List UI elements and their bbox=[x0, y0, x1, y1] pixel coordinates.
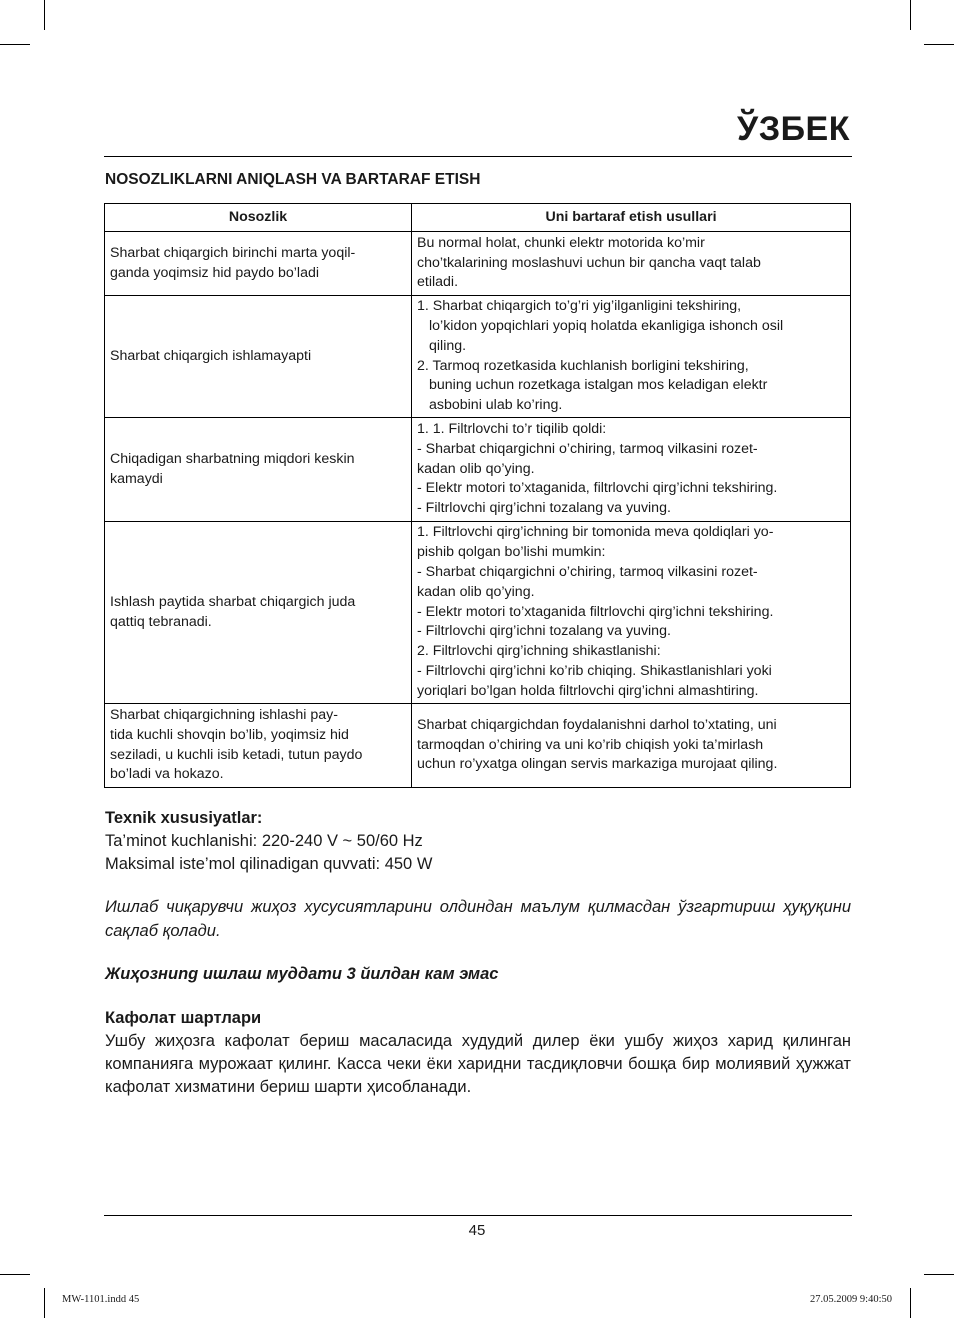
solution-line: yoriqlari bo’lgan holda filtrlovchi qirg’ichni almashtiring. bbox=[417, 682, 759, 699]
column-header-problem: Nosozlik bbox=[105, 204, 412, 232]
problem-cell bbox=[105, 232, 412, 296]
crop-mark bbox=[910, 1288, 911, 1318]
warranty-text: Ушбу жиҳозга кафолат бериш масаласида худудий дилер ёки ушбу жиҳоз харид қилинган компанияга мурожаат қилинг. Касса чеки ёки харидни тасдиқловчи бошқа бир молиявий ҳужжат кафолат хизматини бериш шарти ҳисобланади. bbox=[105, 1032, 851, 1096]
solution-line: - Filtrlovchi qirg’ichni ko’rib chiqing. Shikastlanishlari yoki bbox=[417, 662, 772, 679]
service-lifetime: Жиҳозниng ишлаш муддати 3 йилдан кам эмас bbox=[105, 965, 499, 983]
problem-line: ganda yoqimsiz hid paydo bo’ladi bbox=[110, 264, 320, 281]
solution-line: - Filtrlovchi qirg’ichni tozalang va yuving. bbox=[417, 623, 671, 640]
solution-line: - Elektr motori to’xtaganida, filtrlovchi qirg’ichni tekshiring. bbox=[417, 480, 778, 497]
specs-title: Texnik xususiyatlar: bbox=[105, 809, 263, 827]
table-row bbox=[105, 232, 851, 296]
solution-line: 1. Sharbat chiqargich to’g’ri yig’ilganligini tekshiring, bbox=[417, 298, 742, 315]
crop-mark bbox=[44, 0, 45, 30]
solution-line: buning uchun rozetkaga istalgan mos keladigan elektr bbox=[429, 377, 768, 394]
solution-line: kadan olib qo’ying. bbox=[417, 583, 535, 600]
solution-line: Sharbat chiqargichdan foydalanishni darhol to’xtating, uni bbox=[417, 716, 777, 733]
problem-cell bbox=[105, 418, 412, 522]
solution-cell bbox=[412, 232, 851, 296]
crop-mark bbox=[924, 1274, 954, 1275]
specs-voltage: Ta’minot kuchlanishi: 220-240 V ~ 50/60 Hz bbox=[105, 832, 423, 850]
solution-line: qiling. bbox=[429, 337, 467, 354]
solution-line: tarmoqdan o’chiring va uni ko’rib chiqish yoki ta’mirlash bbox=[417, 736, 764, 753]
problem-cell bbox=[105, 522, 412, 704]
warranty-title: Кафолат шартлари bbox=[105, 1009, 262, 1027]
slug-date: 27.05.2009 9:40:50 bbox=[810, 1294, 892, 1305]
problem-cell bbox=[105, 296, 412, 418]
footer-rule bbox=[104, 1215, 852, 1216]
crop-mark bbox=[44, 1288, 45, 1318]
solution-line: - Sharbat chiqargichni o’chiring, tarmoq vilkasini rozet- bbox=[417, 440, 758, 457]
problem-line: Chiqadigan sharbatning miqdori keskin bbox=[110, 450, 355, 467]
specs-power: Maksimal iste’mol qilinadigan quvvati: 450 W bbox=[105, 855, 433, 873]
problem-line: tida kuchli shovqin bo’lib, yoqimsiz hid bbox=[110, 726, 349, 743]
solution-line: uchun ro’yxatga olingan servis markaziga murojaat qiling. bbox=[417, 756, 778, 773]
solution-line: - Sharbat chiqargichni o’chiring, tarmoq vilkasini rozet- bbox=[417, 564, 758, 580]
solution-line: 1. Filtrlovchi qirg’ichning bir tomonida meva qoldiqlari yo- bbox=[417, 524, 774, 541]
solution-line: lo’kidon yopqichlari yopiq holatda ekanligiga ishonch osil bbox=[429, 317, 784, 334]
technical-specs bbox=[105, 807, 851, 876]
problem-line: seziladi, u kuchli isib ketadi, tutun paydo bbox=[110, 746, 363, 763]
solution-line: cho’tkalarining moslashuvi uchun bir qancha vaqt talab bbox=[417, 254, 761, 271]
problem-line: Sharbat chiqargichning ishlashi pay- bbox=[110, 706, 338, 723]
problem-line: bo’ladi va hokazo. bbox=[110, 766, 224, 783]
problem-cell bbox=[105, 704, 412, 788]
warranty-section bbox=[105, 1007, 851, 1099]
crop-mark bbox=[924, 44, 954, 45]
solution-line: 2. Filtrlovchi qirg’ichning shikastlanishi: bbox=[417, 643, 661, 660]
solution-line: - Elektr motori to’xtaganida filtrlovchi qirg’ichni tekshiring. bbox=[417, 603, 774, 620]
page-number: 45 bbox=[468, 1222, 486, 1239]
solution-line: 1. 1. Filtrlovchi to’r tiqilib qoldi: bbox=[417, 421, 607, 437]
language-title: ЎЗБЕК bbox=[737, 110, 850, 148]
problem-line: Sharbat chiqargich birinchi marta yoqil- bbox=[110, 244, 356, 261]
crop-mark bbox=[910, 0, 911, 30]
solution-line: kadan olib qo’ying. bbox=[417, 460, 535, 477]
solution-line: - Filtrlovchi qirg’ichni tozalang va yuving. bbox=[417, 500, 671, 517]
table-row bbox=[105, 704, 851, 788]
solution-cell bbox=[412, 522, 851, 704]
crop-mark bbox=[0, 44, 30, 45]
solution-line: pishib qolgan bo’lishi mumkin: bbox=[417, 544, 606, 561]
crop-mark bbox=[0, 1274, 30, 1275]
problem-line: kamaydi bbox=[110, 470, 163, 487]
table-row bbox=[105, 522, 851, 704]
table-row bbox=[105, 418, 851, 522]
troubleshooting-table bbox=[104, 203, 851, 788]
troubleshooting-title: NOSOZLIKLARNI ANIQLASH VA BARTARAF ETISH bbox=[105, 171, 481, 188]
column-header-solution: Uni bartaraf etish usullari bbox=[412, 204, 851, 232]
solution-line: asbobini ulab ko’ring. bbox=[429, 397, 563, 414]
problem-line: Sharbat chiqargich ishlamayapti bbox=[110, 347, 312, 364]
problem-line: qattiq tebranadi. bbox=[110, 613, 212, 630]
slug-file: MW-1101.indd 45 bbox=[62, 1294, 140, 1305]
solution-cell bbox=[412, 704, 851, 788]
solution-line: 2. Tarmoq rozetkasida kuchlanish borligini tekshiring, bbox=[417, 357, 749, 374]
solution-line: etiladi. bbox=[417, 274, 459, 291]
header-rule bbox=[104, 156, 852, 157]
table-row bbox=[105, 296, 851, 418]
manufacturer-notice: Ишлаб чиқарувчи жиҳоз хусусиятларини олдиндан маълум қилмасдан ўзгартириш ҳуқуқини сақлаб қолади. bbox=[105, 898, 851, 940]
solution-cell bbox=[412, 296, 851, 418]
table-header-row bbox=[105, 204, 851, 232]
solution-cell bbox=[412, 418, 851, 522]
problem-line: Ishlash paytida sharbat chiqargich juda bbox=[110, 593, 356, 610]
solution-line: Bu normal holat, chunki elektr motorida ko’mir bbox=[417, 234, 705, 251]
